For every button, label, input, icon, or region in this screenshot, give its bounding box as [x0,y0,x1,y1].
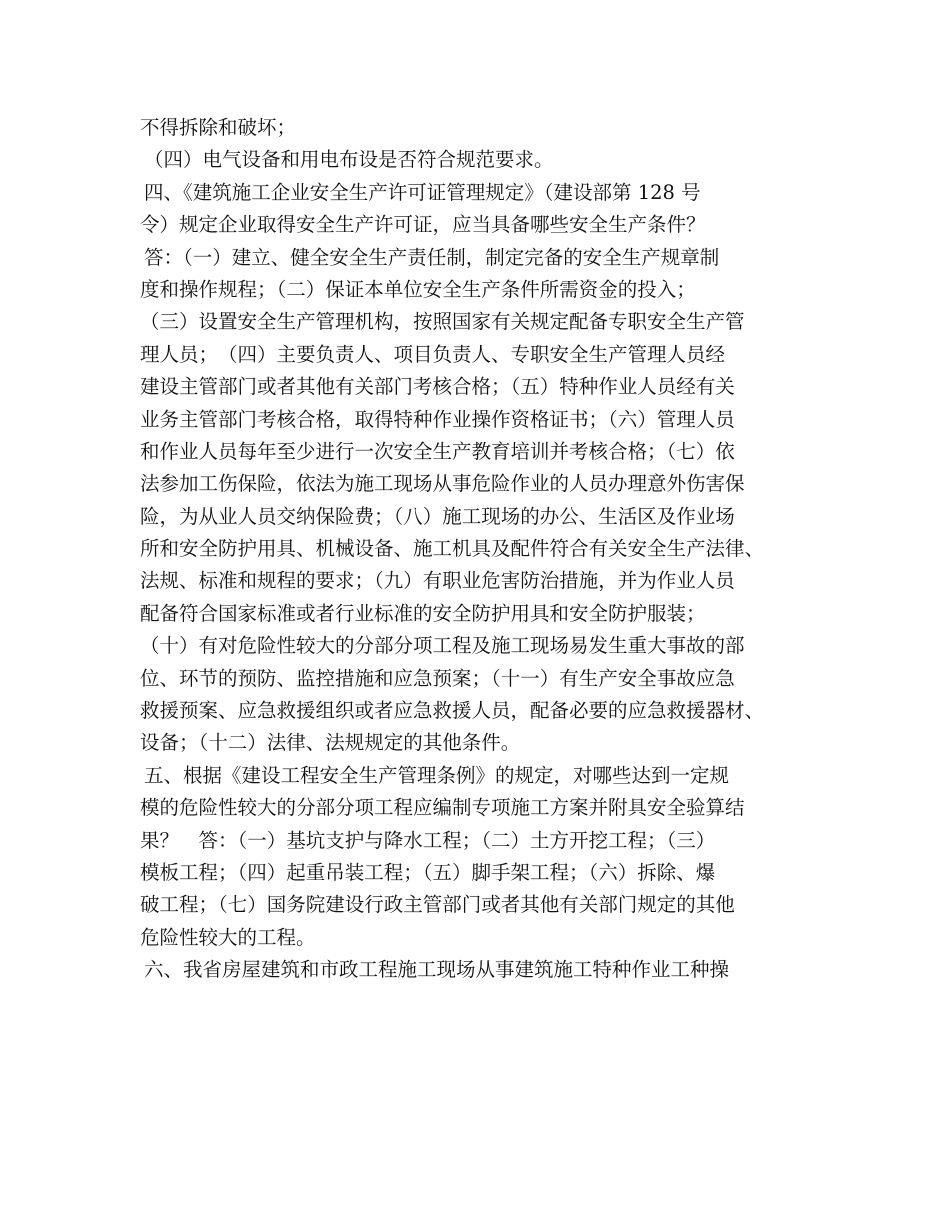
text-line: 理人员； （四）主要负责人、项目负责人、专职安全生产管理人员经 [140,342,726,366]
text-line: （十）有对危险性较大的分部分项工程及施工现场易发生重大事故的部 [140,634,745,658]
text-line: 险，为从业人员交纳保险费；（八）施工现场的办公、生活区及作业场 [140,504,735,528]
text-line: 果？ 答：（一）基坑支护与降水工程；（二）土方开挖工程；（三） [140,828,716,852]
text-line: （四）电气设备和用电布设是否符合规范要求。 [144,148,554,172]
section-heading-5: 五、根据《建设工程安全生产管理条例》的规定，对哪些达到一定规 [144,763,730,787]
text-line: 和作业人员每年至少进行一次安全生产教育培训并考核合格；（七）依 [140,439,735,463]
text-line: 答：（一）建立、健全安全生产责任制，制定完备的安全生产规章制 [144,245,720,269]
text-line: 救援预案、应急救援组织或者应急救援人员，配备必要的应急救援器材、 [140,699,765,723]
text-line: 破工程；（七）国务院建设行政主管部门或者其他有关部门规定的其他 [140,893,735,917]
text-line: 业务主管部门考核合格，取得特种作业操作资格证书；（六）管理人员 [140,407,735,431]
text-line: （三）设置安全生产管理机构，按照国家有关规定配备专职安全生产管 [140,310,745,334]
text-line: 危险性较大的工程。 [140,925,316,949]
section-heading-6: 六、我省房屋建筑和市政工程施工现场从事建筑施工特种作业工种操 [144,958,730,982]
section-heading-4: 四、《建筑施工企业安全生产许可证管理规定》（建设部第 128 号 [144,180,701,204]
text-line: 建设主管部门或者其他有关部门考核合格；（五）特种作业人员经有关 [140,375,735,399]
text-line: 令）规定企业取得安全生产许可证，应当具备哪些安全生产条件？ [140,213,706,237]
text-line: 模的危险性较大的分部分项工程应编制专项施工方案并附具安全验算结 [140,796,745,820]
text-line: 设备；（十二）法律、法规规定的其他条件。 [140,731,521,755]
text-line: 位、环节的预防、监控措施和应急预案；（十一）有生产安全事故应急 [140,666,735,690]
text-line: 模板工程；（四）起重吊装工程；（五）脚手架工程；（六）拆除、爆 [140,860,716,884]
text-line: 配备符合国家标准或者行业标准的安全防护用具和安全防护服装； [140,601,706,625]
text-line: 不得拆除和破坏； [140,116,297,139]
text-line: 法参加工伤保险，依法为施工现场从事危险作业的人员办理意外伤害保 [140,472,745,496]
text-line: 所和安全防护用具、机械设备、施工机具及配件符合有关安全生产法律、 [140,537,765,561]
text-line: 法规、标准和规程的要求；（九）有职业危害防治措施，并为作业人员 [140,569,735,593]
text-line: 度和操作规程；（二）保证本单位安全生产条件所需资金的投入； [140,277,696,301]
document-body [140,112,830,987]
